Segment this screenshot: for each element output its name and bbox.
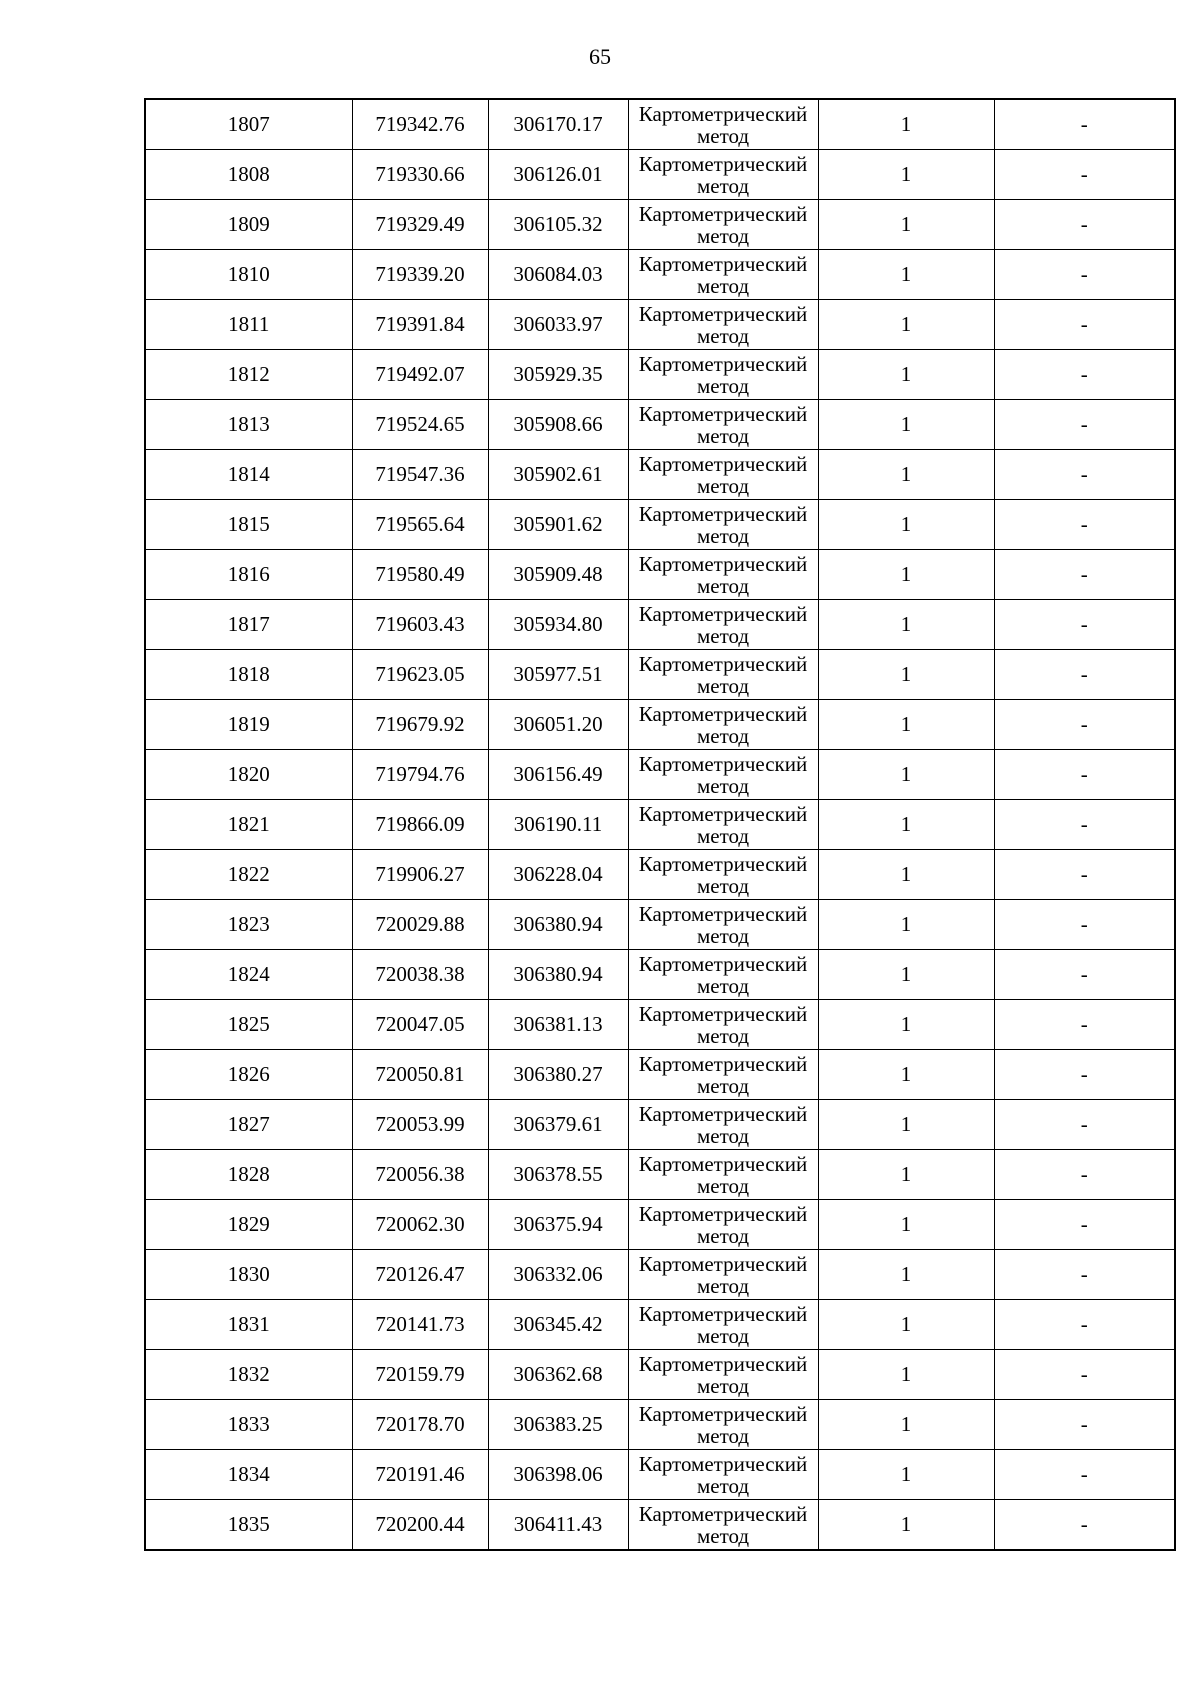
cell-accuracy: 1 <box>818 1250 994 1300</box>
cell-x-coordinate: 719906.27 <box>352 850 488 900</box>
cell-x-coordinate: 719603.43 <box>352 600 488 650</box>
table-row <box>145 550 1175 600</box>
cell-point-number: 1819 <box>145 700 352 750</box>
cell-y-coordinate: 306105.32 <box>488 200 628 250</box>
cell-x-coordinate: 720191.46 <box>352 1450 488 1500</box>
cell-method <box>628 600 818 650</box>
cell-accuracy: 1 <box>818 800 994 850</box>
cell-x-coordinate: 720159.79 <box>352 1350 488 1400</box>
cell-point-number: 1810 <box>145 250 352 300</box>
method-line-1: Картометрический <box>638 701 808 726</box>
cell-point-number: 1835 <box>145 1500 352 1551</box>
cell-note: - <box>994 750 1175 800</box>
table-row <box>145 1450 1175 1500</box>
cell-note: - <box>994 650 1175 700</box>
cell-y-coordinate: 306332.06 <box>488 1250 628 1300</box>
cell-note: - <box>994 1000 1175 1050</box>
method-line-1: Картометрический <box>638 651 808 676</box>
table-row <box>145 200 1175 250</box>
cell-note: - <box>994 99 1175 150</box>
cell-y-coordinate: 306033.97 <box>488 300 628 350</box>
cell-note: - <box>994 550 1175 600</box>
method-line-2: метод <box>696 273 750 298</box>
cell-method <box>628 1300 818 1350</box>
cell-method <box>628 1450 818 1500</box>
cell-y-coordinate: 306378.55 <box>488 1150 628 1200</box>
cell-y-coordinate: 306379.61 <box>488 1100 628 1150</box>
table-row <box>145 500 1175 550</box>
method-line-1: Картометрический <box>638 1301 808 1326</box>
cell-method <box>628 99 818 150</box>
cell-y-coordinate: 306126.01 <box>488 150 628 200</box>
method-line-2: метод <box>696 873 750 898</box>
method-line-1: Картометрический <box>638 1351 808 1376</box>
cell-point-number: 1816 <box>145 550 352 600</box>
method-line-2: метод <box>696 423 750 448</box>
cell-accuracy: 1 <box>818 1450 994 1500</box>
cell-accuracy: 1 <box>818 950 994 1000</box>
cell-x-coordinate: 719794.76 <box>352 750 488 800</box>
cell-note: - <box>994 700 1175 750</box>
cell-accuracy: 1 <box>818 1300 994 1350</box>
cell-accuracy: 1 <box>818 400 994 450</box>
cell-point-number: 1825 <box>145 1000 352 1050</box>
cell-accuracy: 1 <box>818 200 994 250</box>
cell-note: - <box>994 450 1175 500</box>
cell-x-coordinate: 719547.36 <box>352 450 488 500</box>
table-row <box>145 1250 1175 1300</box>
method-line-1: Картометрический <box>638 1451 808 1476</box>
cell-method <box>628 650 818 700</box>
cell-point-number: 1809 <box>145 200 352 250</box>
table-row <box>145 400 1175 450</box>
table-row <box>145 950 1175 1000</box>
method-line-1: Картометрический <box>638 301 808 326</box>
method-line-2: метод <box>696 1373 750 1398</box>
cell-x-coordinate: 719492.07 <box>352 350 488 400</box>
cell-y-coordinate: 306411.43 <box>488 1500 628 1551</box>
cell-note: - <box>994 1500 1175 1551</box>
cell-point-number: 1818 <box>145 650 352 700</box>
method-line-2: метод <box>696 773 750 798</box>
cell-point-number: 1821 <box>145 800 352 850</box>
cell-accuracy: 1 <box>818 1400 994 1450</box>
cell-x-coordinate: 720200.44 <box>352 1500 488 1551</box>
cell-x-coordinate: 719679.92 <box>352 700 488 750</box>
cell-y-coordinate: 306084.03 <box>488 250 628 300</box>
method-line-1: Картометрический <box>638 1251 808 1276</box>
method-line-2: метод <box>696 1123 750 1148</box>
cell-accuracy: 1 <box>818 850 994 900</box>
cell-point-number: 1822 <box>145 850 352 900</box>
table-row <box>145 450 1175 500</box>
method-line-2: метод <box>696 723 750 748</box>
method-line-2: метод <box>696 1223 750 1248</box>
cell-accuracy: 1 <box>818 650 994 700</box>
table-row <box>145 300 1175 350</box>
cell-x-coordinate: 719329.49 <box>352 200 488 250</box>
cell-method <box>628 1250 818 1300</box>
cell-y-coordinate: 306383.25 <box>488 1400 628 1450</box>
cell-method <box>628 300 818 350</box>
method-line-2: метод <box>696 473 750 498</box>
cell-x-coordinate: 719342.76 <box>352 99 488 150</box>
cell-method <box>628 1050 818 1100</box>
cell-y-coordinate: 306380.94 <box>488 950 628 1000</box>
cell-point-number: 1823 <box>145 900 352 950</box>
cell-y-coordinate: 305934.80 <box>488 600 628 650</box>
cell-y-coordinate: 305977.51 <box>488 650 628 700</box>
method-line-2: метод <box>696 323 750 348</box>
cell-note: - <box>994 250 1175 300</box>
cell-accuracy: 1 <box>818 350 994 400</box>
method-line-1: Картометрический <box>638 1501 808 1526</box>
cell-note: - <box>994 800 1175 850</box>
cell-method <box>628 550 818 600</box>
cell-point-number: 1817 <box>145 600 352 650</box>
cell-point-number: 1812 <box>145 350 352 400</box>
cell-point-number: 1834 <box>145 1450 352 1500</box>
cell-note: - <box>994 900 1175 950</box>
cell-accuracy: 1 <box>818 99 994 150</box>
cell-y-coordinate: 306398.06 <box>488 1450 628 1500</box>
table-row <box>145 600 1175 650</box>
cell-x-coordinate: 720141.73 <box>352 1300 488 1350</box>
table-row <box>145 1050 1175 1100</box>
cell-x-coordinate: 719866.09 <box>352 800 488 850</box>
method-line-1: Картометрический <box>638 1151 808 1176</box>
cell-method <box>628 800 818 850</box>
table-row <box>145 150 1175 200</box>
cell-accuracy: 1 <box>818 1200 994 1250</box>
method-line-1: Картометрический <box>638 401 808 426</box>
cell-accuracy: 1 <box>818 700 994 750</box>
cell-y-coordinate: 306190.11 <box>488 800 628 850</box>
cell-note: - <box>994 150 1175 200</box>
cell-method <box>628 1400 818 1450</box>
table-row <box>145 900 1175 950</box>
cell-method <box>628 150 818 200</box>
cell-method <box>628 1000 818 1050</box>
cell-x-coordinate: 719524.65 <box>352 400 488 450</box>
cell-y-coordinate: 305929.35 <box>488 350 628 400</box>
table-row <box>145 750 1175 800</box>
cell-point-number: 1813 <box>145 400 352 450</box>
cell-y-coordinate: 305902.61 <box>488 450 628 500</box>
table-row <box>145 99 1175 150</box>
cell-accuracy: 1 <box>818 1500 994 1551</box>
cell-point-number: 1830 <box>145 1250 352 1300</box>
cell-note: - <box>994 1050 1175 1100</box>
cell-point-number: 1811 <box>145 300 352 350</box>
cell-point-number: 1814 <box>145 450 352 500</box>
cell-method <box>628 1200 818 1250</box>
cell-note: - <box>994 1450 1175 1500</box>
cell-point-number: 1827 <box>145 1100 352 1150</box>
method-line-1: Картометрический <box>638 101 808 126</box>
cell-method <box>628 750 818 800</box>
method-line-1: Картометрический <box>638 1101 808 1126</box>
coordinates-table-body <box>145 99 1175 1550</box>
cell-accuracy: 1 <box>818 750 994 800</box>
method-line-1: Картометрический <box>638 251 808 276</box>
cell-x-coordinate: 719330.66 <box>352 150 488 200</box>
method-line-2: метод <box>696 673 750 698</box>
method-line-2: метод <box>696 173 750 198</box>
cell-y-coordinate: 306380.94 <box>488 900 628 950</box>
method-line-1: Картометрический <box>638 351 808 376</box>
cell-method <box>628 450 818 500</box>
method-line-1: Картометрический <box>638 201 808 226</box>
cell-accuracy: 1 <box>818 600 994 650</box>
cell-note: - <box>994 1400 1175 1450</box>
cell-point-number: 1828 <box>145 1150 352 1200</box>
cell-accuracy: 1 <box>818 450 994 500</box>
cell-point-number: 1824 <box>145 950 352 1000</box>
cell-accuracy: 1 <box>818 550 994 600</box>
table-row <box>145 1100 1175 1150</box>
cell-x-coordinate: 720056.38 <box>352 1150 488 1200</box>
cell-note: - <box>994 500 1175 550</box>
cell-y-coordinate: 306375.94 <box>488 1200 628 1250</box>
method-line-2: метод <box>696 223 750 248</box>
table-row <box>145 1300 1175 1350</box>
method-line-2: метод <box>696 523 750 548</box>
table-row <box>145 700 1175 750</box>
cell-note: - <box>994 300 1175 350</box>
table-row <box>145 1200 1175 1250</box>
cell-x-coordinate: 719623.05 <box>352 650 488 700</box>
cell-x-coordinate: 719391.84 <box>352 300 488 350</box>
table-row <box>145 650 1175 700</box>
method-line-1: Картометрический <box>638 151 808 176</box>
method-line-2: метод <box>696 1323 750 1348</box>
method-line-1: Картометрический <box>638 901 808 926</box>
method-line-2: метод <box>696 1173 750 1198</box>
method-line-2: метод <box>696 623 750 648</box>
cell-method <box>628 250 818 300</box>
cell-x-coordinate: 720053.99 <box>352 1100 488 1150</box>
method-line-1: Картометрический <box>638 551 808 576</box>
cell-y-coordinate: 306051.20 <box>488 700 628 750</box>
coordinates-table <box>144 98 1176 1551</box>
cell-note: - <box>994 200 1175 250</box>
cell-note: - <box>994 400 1175 450</box>
method-line-2: метод <box>696 1423 750 1448</box>
method-line-1: Картометрический <box>638 951 808 976</box>
cell-point-number: 1808 <box>145 150 352 200</box>
method-line-1: Картометрический <box>638 801 808 826</box>
method-line-2: метод <box>696 973 750 998</box>
cell-x-coordinate: 719339.20 <box>352 250 488 300</box>
cell-point-number: 1815 <box>145 500 352 550</box>
cell-y-coordinate: 306156.49 <box>488 750 628 800</box>
cell-x-coordinate: 720062.30 <box>352 1200 488 1250</box>
method-line-2: метод <box>696 123 750 148</box>
method-line-2: метод <box>696 1523 750 1548</box>
cell-note: - <box>994 350 1175 400</box>
cell-point-number: 1826 <box>145 1050 352 1100</box>
cell-note: - <box>994 1300 1175 1350</box>
cell-x-coordinate: 720050.81 <box>352 1050 488 1100</box>
method-line-1: Картометрический <box>638 451 808 476</box>
page-number: 65 <box>589 44 611 69</box>
method-line-2: метод <box>696 1473 750 1498</box>
cell-x-coordinate: 720178.70 <box>352 1400 488 1450</box>
cell-accuracy: 1 <box>818 1100 994 1150</box>
cell-method <box>628 350 818 400</box>
method-line-2: метод <box>696 823 750 848</box>
cell-y-coordinate: 305908.66 <box>488 400 628 450</box>
method-line-1: Картометрический <box>638 851 808 876</box>
cell-method <box>628 200 818 250</box>
method-line-1: Картометрический <box>638 501 808 526</box>
table-row <box>145 250 1175 300</box>
table-row <box>145 800 1175 850</box>
method-line-2: метод <box>696 923 750 948</box>
cell-method <box>628 850 818 900</box>
cell-point-number: 1833 <box>145 1400 352 1450</box>
cell-x-coordinate: 720038.38 <box>352 950 488 1000</box>
cell-method <box>628 900 818 950</box>
cell-y-coordinate: 306362.68 <box>488 1350 628 1400</box>
cell-note: - <box>994 950 1175 1000</box>
cell-point-number: 1831 <box>145 1300 352 1350</box>
method-line-2: метод <box>696 1023 750 1048</box>
cell-y-coordinate: 305909.48 <box>488 550 628 600</box>
table-row <box>145 1400 1175 1450</box>
cell-method <box>628 950 818 1000</box>
cell-x-coordinate: 720047.05 <box>352 1000 488 1050</box>
cell-method <box>628 1500 818 1551</box>
cell-accuracy: 1 <box>818 1350 994 1400</box>
cell-method <box>628 1100 818 1150</box>
cell-note: - <box>994 1150 1175 1200</box>
method-line-1: Картометрический <box>638 1201 808 1226</box>
cell-y-coordinate: 305901.62 <box>488 500 628 550</box>
cell-accuracy: 1 <box>818 1000 994 1050</box>
cell-note: - <box>994 1250 1175 1300</box>
method-line-1: Картометрический <box>638 601 808 626</box>
table-row <box>145 1000 1175 1050</box>
cell-point-number: 1820 <box>145 750 352 800</box>
cell-y-coordinate: 306381.13 <box>488 1000 628 1050</box>
method-line-1: Картометрический <box>638 751 808 776</box>
cell-y-coordinate: 306170.17 <box>488 99 628 150</box>
cell-accuracy: 1 <box>818 250 994 300</box>
cell-note: - <box>994 1100 1175 1150</box>
cell-accuracy: 1 <box>818 900 994 950</box>
cell-x-coordinate: 720126.47 <box>352 1250 488 1300</box>
cell-point-number: 1829 <box>145 1200 352 1250</box>
method-line-2: метод <box>696 1273 750 1298</box>
cell-note: - <box>994 850 1175 900</box>
method-line-1: Картометрический <box>638 1051 808 1076</box>
cell-point-number: 1807 <box>145 99 352 150</box>
table-row <box>145 350 1175 400</box>
cell-x-coordinate: 720029.88 <box>352 900 488 950</box>
cell-note: - <box>994 1350 1175 1400</box>
method-line-2: метод <box>696 373 750 398</box>
cell-method <box>628 1150 818 1200</box>
cell-point-number: 1832 <box>145 1350 352 1400</box>
cell-note: - <box>994 1200 1175 1250</box>
cell-x-coordinate: 719565.64 <box>352 500 488 550</box>
cell-method <box>628 500 818 550</box>
cell-method <box>628 400 818 450</box>
cell-y-coordinate: 306228.04 <box>488 850 628 900</box>
method-line-1: Картометрический <box>638 1001 808 1026</box>
cell-accuracy: 1 <box>818 150 994 200</box>
cell-x-coordinate: 719580.49 <box>352 550 488 600</box>
cell-accuracy: 1 <box>818 300 994 350</box>
cell-method <box>628 700 818 750</box>
cell-note: - <box>994 600 1175 650</box>
method-line-1: Картометрический <box>638 1401 808 1426</box>
cell-accuracy: 1 <box>818 500 994 550</box>
method-line-2: метод <box>696 1073 750 1098</box>
cell-method <box>628 1350 818 1400</box>
table-row <box>145 1350 1175 1400</box>
cell-y-coordinate: 306345.42 <box>488 1300 628 1350</box>
table-row <box>145 850 1175 900</box>
method-line-2: метод <box>696 573 750 598</box>
table-row <box>145 1150 1175 1200</box>
cell-accuracy: 1 <box>818 1150 994 1200</box>
cell-accuracy: 1 <box>818 1050 994 1100</box>
cell-y-coordinate: 306380.27 <box>488 1050 628 1100</box>
table-row <box>145 1500 1175 1551</box>
